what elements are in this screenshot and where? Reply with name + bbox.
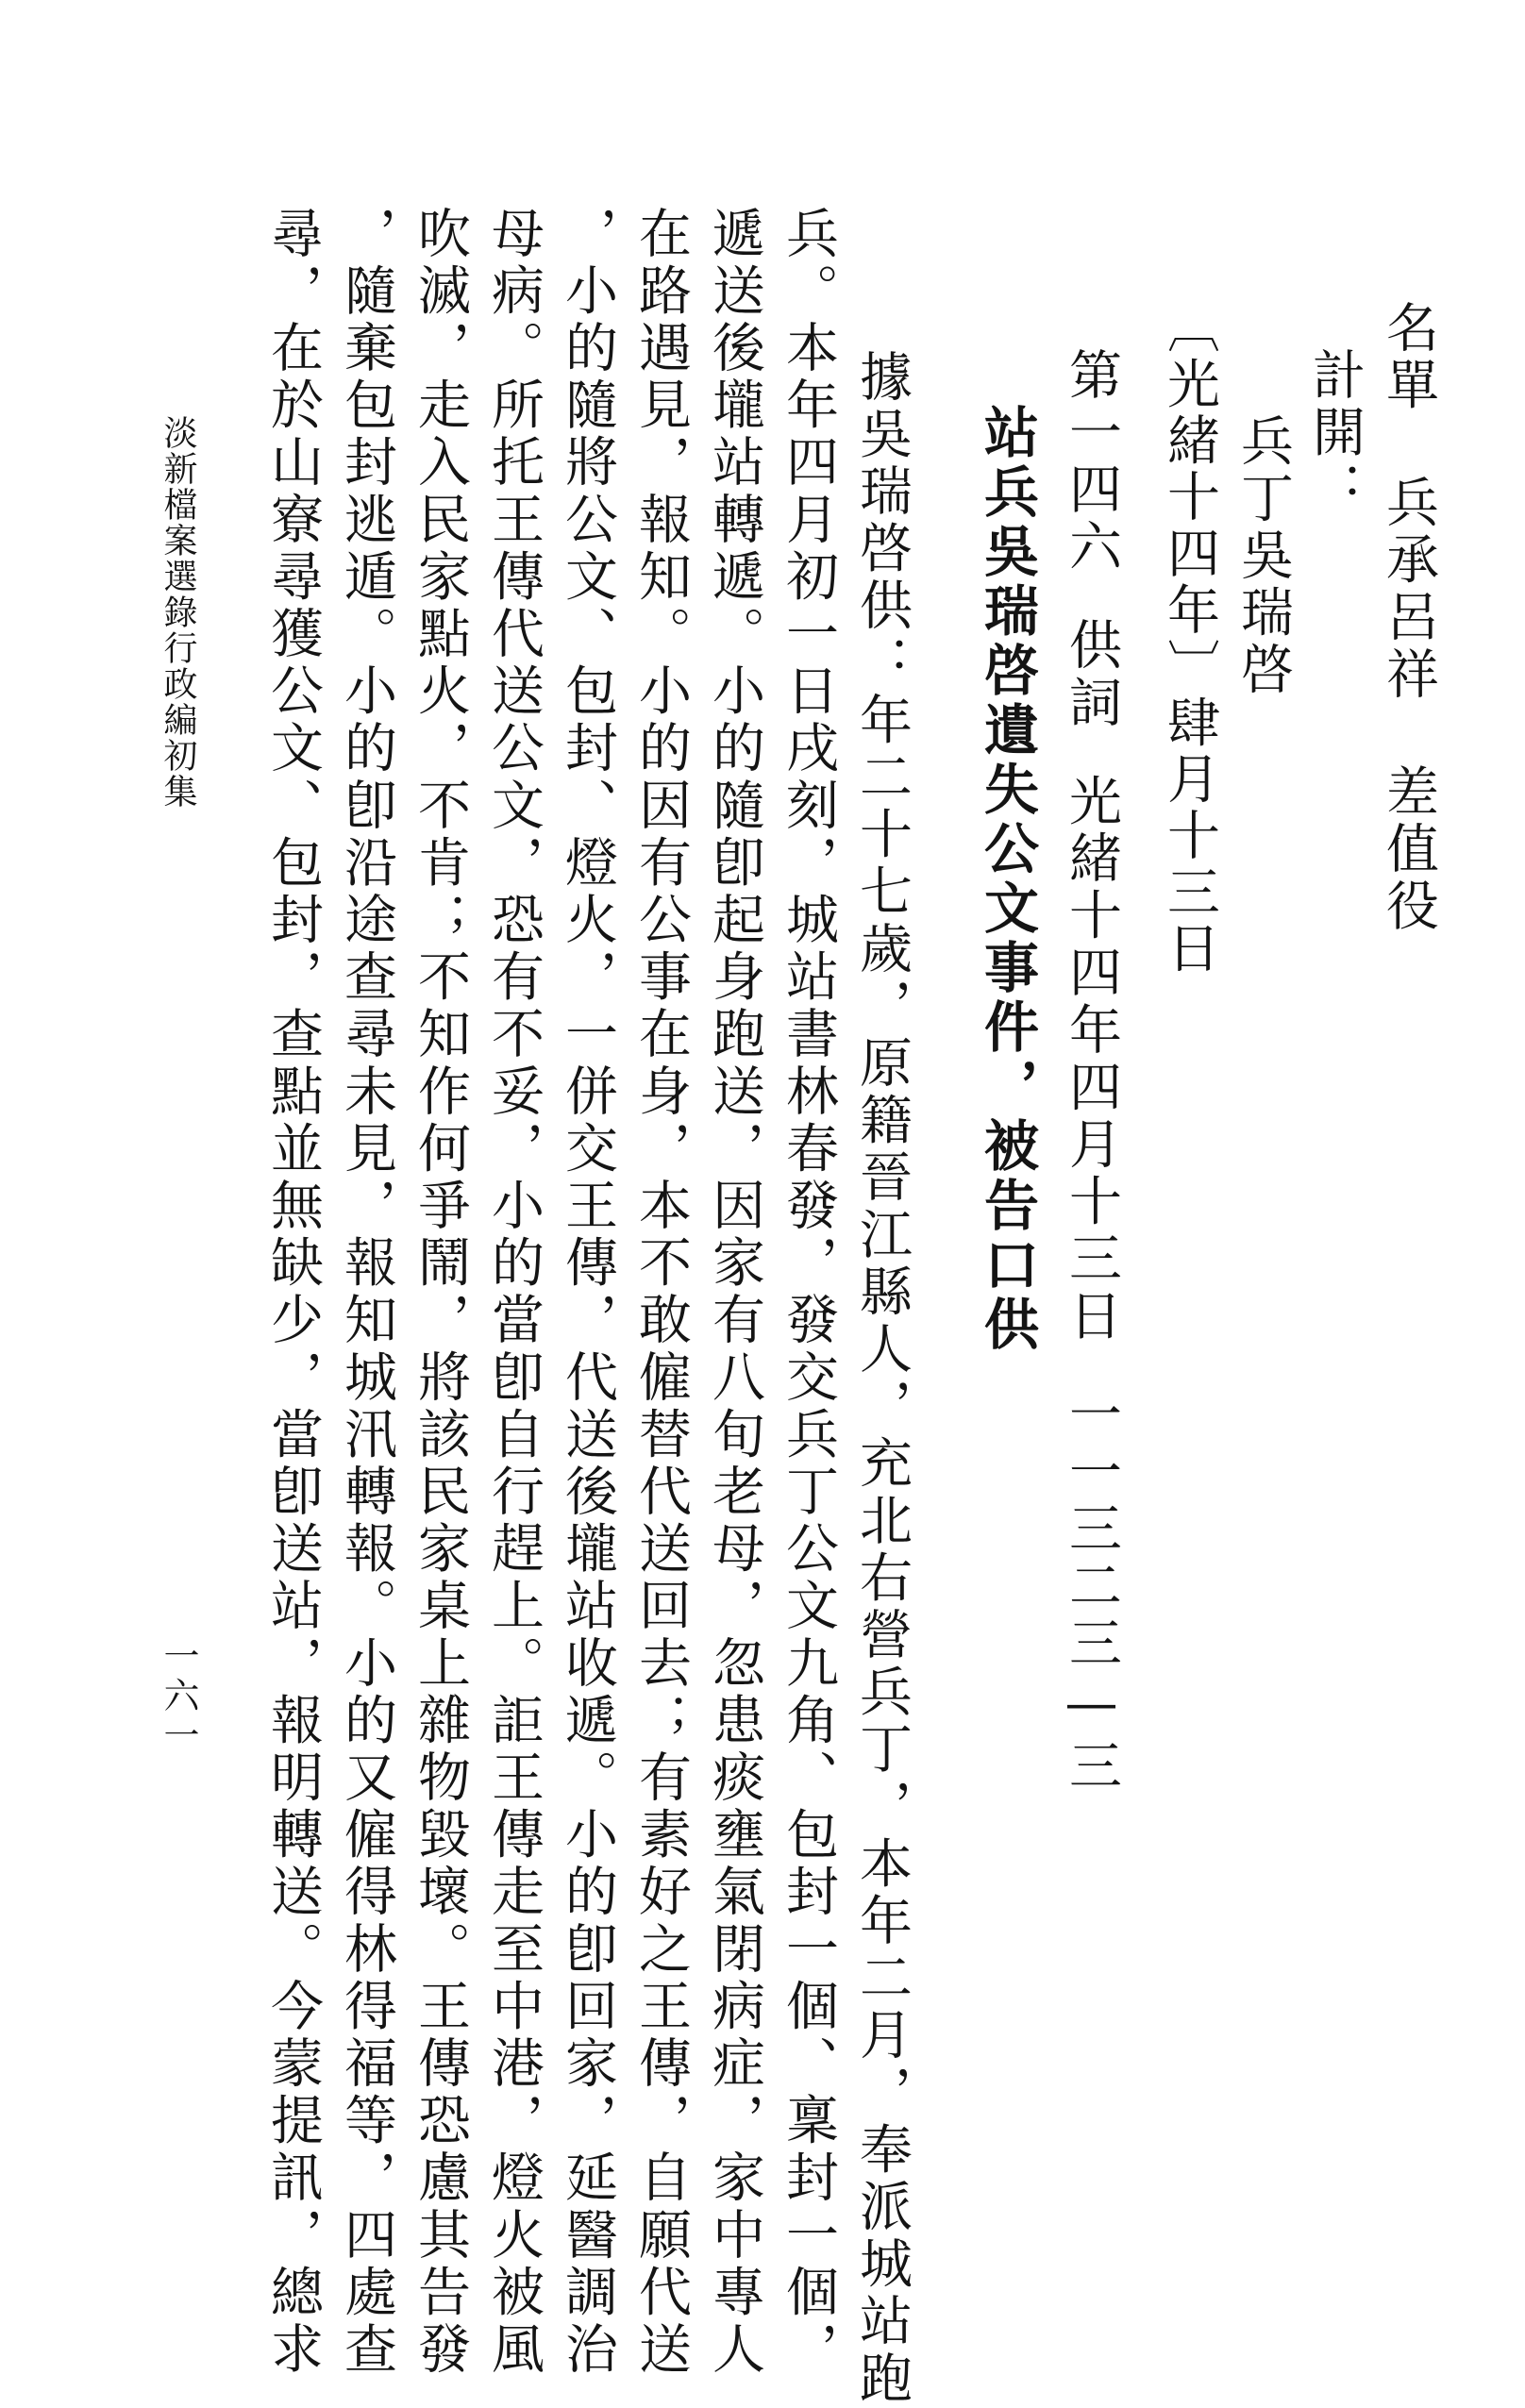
entry-number: 第一四六: [1061, 347, 1122, 577]
body-column: 母病。所托王傳代送公文，恐有不妥，小的當卽自行趕上。詎王傳走至中港，燈火被風: [483, 206, 545, 2379]
roster-officer: 兵承呂祥: [1378, 475, 1439, 704]
entry-doc-code: 一一三二三—三: [1061, 1386, 1122, 1796]
body-column: 尋，在於山寮尋獲公文、包封，查點並無缺少，當卽送站，報明轉送。今蒙提訊，總求: [262, 206, 324, 2379]
entry-line: [1061, 347, 1122, 1796]
body-column: ，小的隨將公文、包封、燈火，一併交王傳，代送後壠站收遞。小的卽回家，延醫調治: [557, 206, 618, 2379]
body-column: 吹滅，走入民家點火，不肯；不知作何爭鬧，將該民家桌上雜物毀壞。王傳恐慮其告發: [410, 206, 471, 2379]
entry-type: 供詞: [1061, 617, 1122, 732]
body-column: 遞送後壠站轉遞。小的隨卽起身跑送，因家有八旬老母，忽患痰壅氣閉病症，家中專人: [704, 206, 765, 2379]
body-column: ，隨棄包封逃遁。小的卽沿途查尋未見，報知城汛轉報。小的又僱得林得福等，四處查: [336, 206, 397, 2379]
entry-title: 站兵吳瑞啓遺失公文事件，被告口供: [975, 404, 1039, 1355]
list-intro: 計開：: [1304, 347, 1366, 519]
page-number: 一六一: [158, 1637, 199, 1756]
body-column: 據吳瑞啓供：年二十七歲，原籍晉江縣人，充北右營兵丁，本年二月，奉派城站跑: [851, 349, 913, 2408]
soldier-name: 兵丁吳瑞啓: [1232, 413, 1294, 699]
roster-duty: 差值役: [1378, 763, 1439, 936]
book-title: 淡新檔案選錄行政編初集: [159, 415, 197, 810]
body-column: 在路遇見，報知。小的因有公事在身，本不敢僱替代送回去；有素好之王傳，自願代送: [630, 206, 692, 2379]
roster-line: [1378, 300, 1439, 936]
body-column: 兵。本年四月初一日戌刻，城站書林春發，發交兵丁公文九角、包封一個、稟封一個，: [778, 206, 839, 2379]
roster-label: 名單: [1378, 300, 1439, 415]
date-line: 〔光緒十四年〕肆月十三日: [1159, 300, 1220, 978]
entry-date: 光緒十四年四月十三日: [1061, 773, 1122, 1346]
